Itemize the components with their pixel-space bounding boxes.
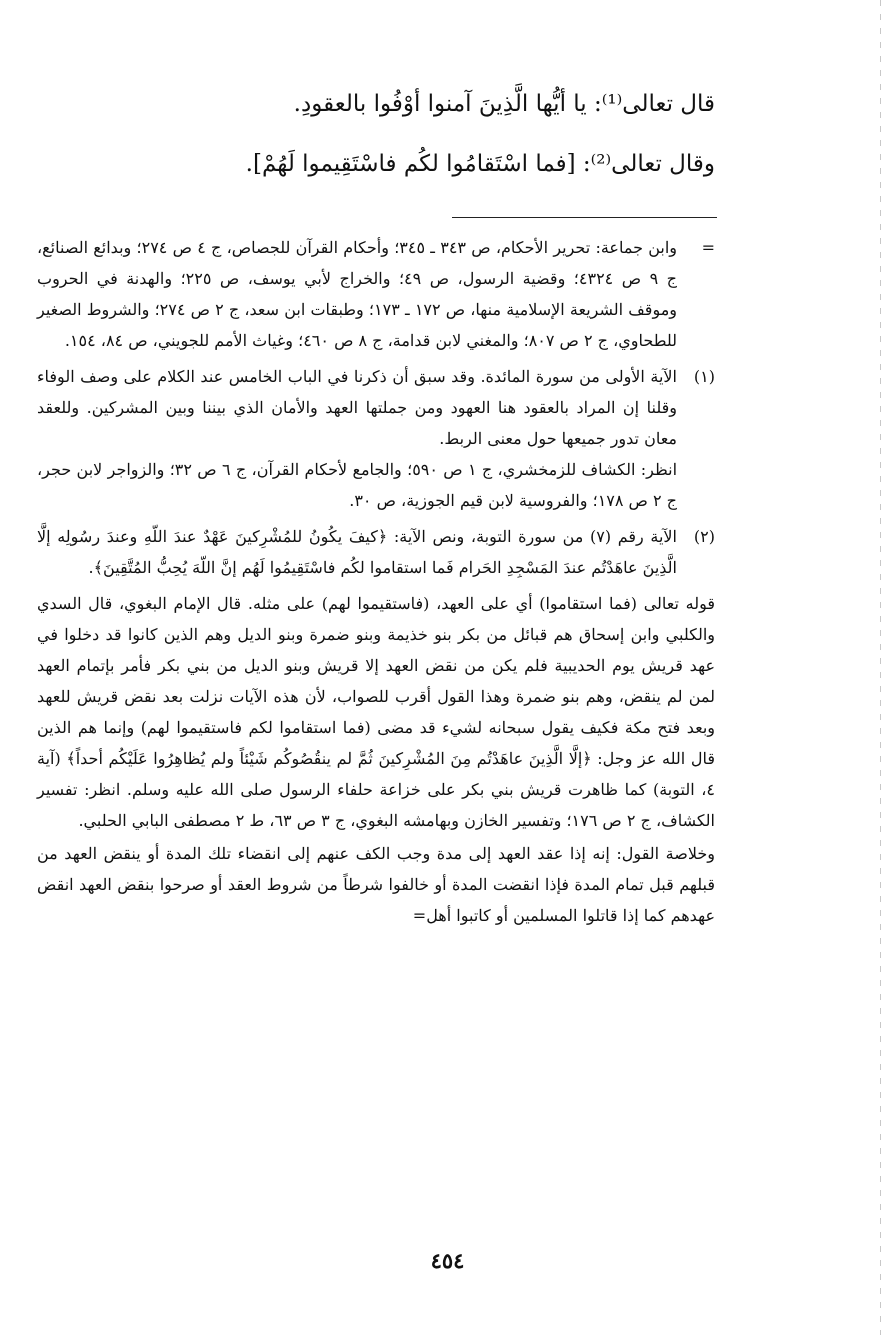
footnote-2-verse-text: الآية رقم (٧) من سورة التوبة، ونص الآية: ﴿كيفَ يكُونُ للمُشْرِكينَ عَهْدٌ عندَ اللّهِ وعندَ رسُولِه إلَّا الَّذِينَ عاهَدْتُم عندَ المَسْجِدِ الحَرام فَما استقاموا لكُم فاسْتَقِيمُوا لَهُم إنَّ اللّهَ يُحِبُّ المُتَّقِينَ﴾.	[37, 527, 678, 577]
footnotes-section	[37, 232, 715, 931]
footnote-2-conclusion: وخلاصة القول: إنه إذا عقد العهد إلى مدة وجب الكف عنهم إلى انقضاء تلك المدة أو ينقض العهد من قبلهم قبل تمام المدة فإذا انقضت المدة أو خالفوا شرطاً من شروط العقد أو صرحوا بنقض العهد انقض عهدهم كما إذا قاتلوا المسلمين أو كاتبوا أهل=	[37, 844, 715, 925]
footnote-continued-mark: =	[701, 238, 715, 257]
footnote-1-mark: (١)	[693, 367, 715, 386]
footnote-1	[37, 361, 715, 516]
verse-line-2: وقال تعالى⁽²⁾: [فما اسْتَقامُوا لكُم فاسْتَقِيموا لَهُمْ].	[245, 151, 715, 177]
page-number: ٤٥٤	[430, 1248, 465, 1273]
footnote-continued-text: وابن جماعة: تحرير الأحكام، ص ٣٤٣ ـ ٣٤٥؛ وأحكام القرآن للجصاص، ج ٤ ص ٢٧٤؛ وبدائع الصنائع، ج ٩ ص ٤٣٢٤؛ وقضية الرسول، ص ٤٩؛ والخراج لأبي يوسف، ص ٢٢٥؛ والهدنة في الحروب وموقف الشريعة الإسلامية منها، ص ١٧٢ ـ ١٧٣؛ وطبقات ابن سعد، ج ٢ ص ٢٧٤؛ والشروط الصغير للطحاوي، ج ٢ ص ٨٠٧؛ والمغني لابن قدامة، ج ٨ ص ٤٦٠؛ وغياث الأمم للجويني، ص ٨٤، ١٥٤.	[37, 238, 678, 350]
footnote-1-text: الآية الأولى من سورة المائدة. وقد سبق أن ذكرنا في الباب الخامس عند الكلام على وصف الوفاء وقلنا إن المراد بالعقود هنا العهود ومن جملتها العهد والأمان الذي بيننا وبين المشركين. وللعقد معان تدور جميعها حول معنى الربط.	[37, 367, 677, 448]
verse-line-1: قال تعالى⁽¹⁾: يا أيُّها الَّذِينَ آمنوا أوْفُوا بالعقودِ.	[293, 91, 715, 117]
footnote-continued	[37, 232, 715, 356]
footnote-2	[37, 521, 715, 583]
page-edge-line	[880, 0, 881, 1335]
footnote-separator	[452, 217, 717, 218]
footnote-2-commentary: قوله تعالى (فما استقاموا) أي على العهد، (فاستقيموا لهم) على مثله. قال الإمام البغوي، قال السدي والكلبي وابن إسحاق هم قبائل من بكر بنو خذيمة وبنو ضمرة وبنو الديل وهم الذين كانوا قد دخلوا في عهد قريش يوم الحديبية فلم يكن من نقض العهد إلا قريش وبنو الديل من بني بكر فأمر بإتمام العهد لمن لم ينقض، وهم بنو ضمرة وهذا القول أقرب للصواب، لأن هذه الآيات نزلت بعد نقض قريش للعهد وبعد فتح مكة فكيف يقول سبحانه لشيء قد مضى (فما استقاموا لكم فاستقيموا لهم) وإنما هم الذين قال الله عز وجل: ﴿إلَّا الَّذِينَ عاهَدْتُم مِنَ المُشْرِكينَ ثُمَّ لم ينقُصُوكُم شَيْئاً ولم يُظاهِرُوا عَلَيْكُم أحداً﴾ (آية ٤، التوبة) كما ظاهرت قريش بني بكر على خزاعة حلفاء الرسول صلى الله عليه وسلم. انظر: تفسير الكشاف، ج ٢ ص ١٧٦؛ وتفسير الخازن وبهامشه البغوي، ج ٣ ص ٦٣، ط ٢ مصطفى البابي الحلبي.	[37, 594, 716, 830]
footnote-1-references: انظر: الكشاف للزمخشري، ج ١ ص ٥٩٠؛ والجامع لأحكام القرآن، ج ٦ ص ٣٢؛ والزواجر لابن حجر، ج ٢ ص ١٧٨؛ والفروسية لابن قيم الجوزية، ص ٣٠.	[37, 460, 678, 510]
footnote-2-mark: (٢)	[693, 527, 715, 546]
